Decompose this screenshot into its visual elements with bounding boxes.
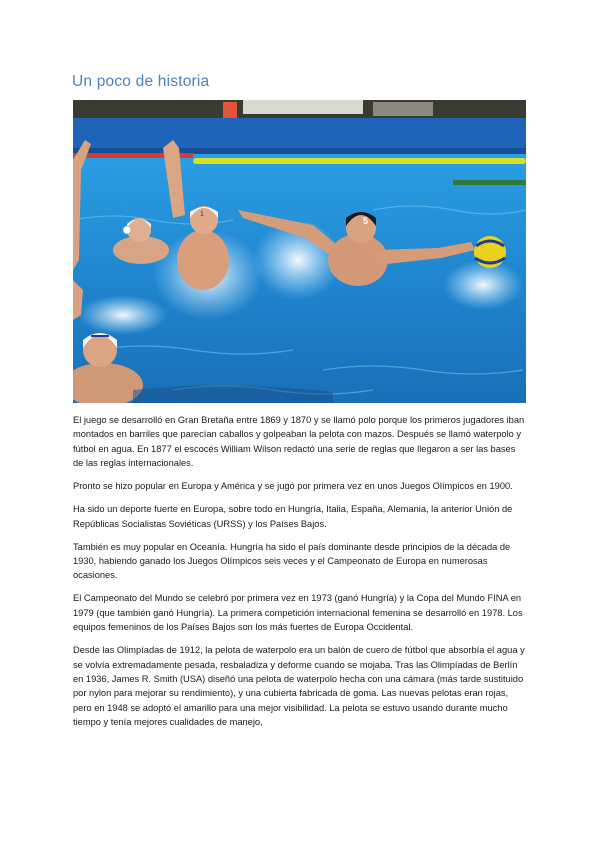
ball-icon	[474, 236, 506, 268]
paragraph-2: Pronto se hizo popular en Europa y América y se jugó por primera vez en unos Juegos Olímpicos en 1900.	[73, 481, 513, 492]
paragraph-4: También es muy popular en Oceanía. Hungría ha sido el país dominante desde principios de la década de 1930, habiendo ganado los Juegos Olímpicos seis veces y el Campeonato de Europa en numerosas ocasiones.	[73, 541, 511, 581]
paragraph-5: El Campeonato del Mundo se celebró por primera vez en 1973 (ganó Hungría) y la Copa del Mundo FINA en 1979 (que también ganó Hungría). La primera competición internacional femenina se desarrolló en 1978. Los equipos femeninos de los Países Bajos son los más fuertes de Europa Occidental.	[73, 593, 523, 633]
water-polo-photo	[73, 100, 526, 403]
cap-number: 5	[363, 216, 369, 226]
paragraph-1: El juego se desarrolló en Gran Bretaña entre 1869 y 1870 y se llamó polo porque los primeros jugadores iban montados en barriles que parecían caballos y golpeaban la pelota con mazos. Después se llamó waterpolo y fútbol en agua. En 1877 el escocés William Wilson redactó una serie de reglas que llegaron a ser las bases de las reglas internacionales.	[73, 415, 525, 469]
svg-text:1: 1	[200, 211, 204, 218]
paragraph-6: Desde las Olimpíadas de 1912, la pelota de waterpolo era un balón de cuero de fútbol que absorbía el agua y se volvía extremadamente pesada, resbaladiza y deforme cuando se mojaba. Tras las Olimpíadas de Berlín en 1936, James R. Smith (USA) diseñó una pelota de waterpolo hecha con una cámara (más tarde sustituido por nylon para mejorar su rendimiento), y una cubierta fabricada de goma. Las nuevas pelotas eran rojas, pero en 1948 se adoptó el amarillo para una mejor visibilidad. La pelota se estuvo usando durante mucho tiempo y tenía mejores cualidades de manejo,	[73, 645, 525, 728]
paragraph-3: Ha sido un deporte fuerte en Europa, sobre todo en Hungría, Italia, España, Alemania, la anterior Unión de Repúblicas Socialistas Soviéticas (URSS) y los Países Bajos.	[73, 504, 513, 529]
section-heading: Un poco de historia	[72, 73, 210, 90]
body-text	[73, 413, 528, 738]
